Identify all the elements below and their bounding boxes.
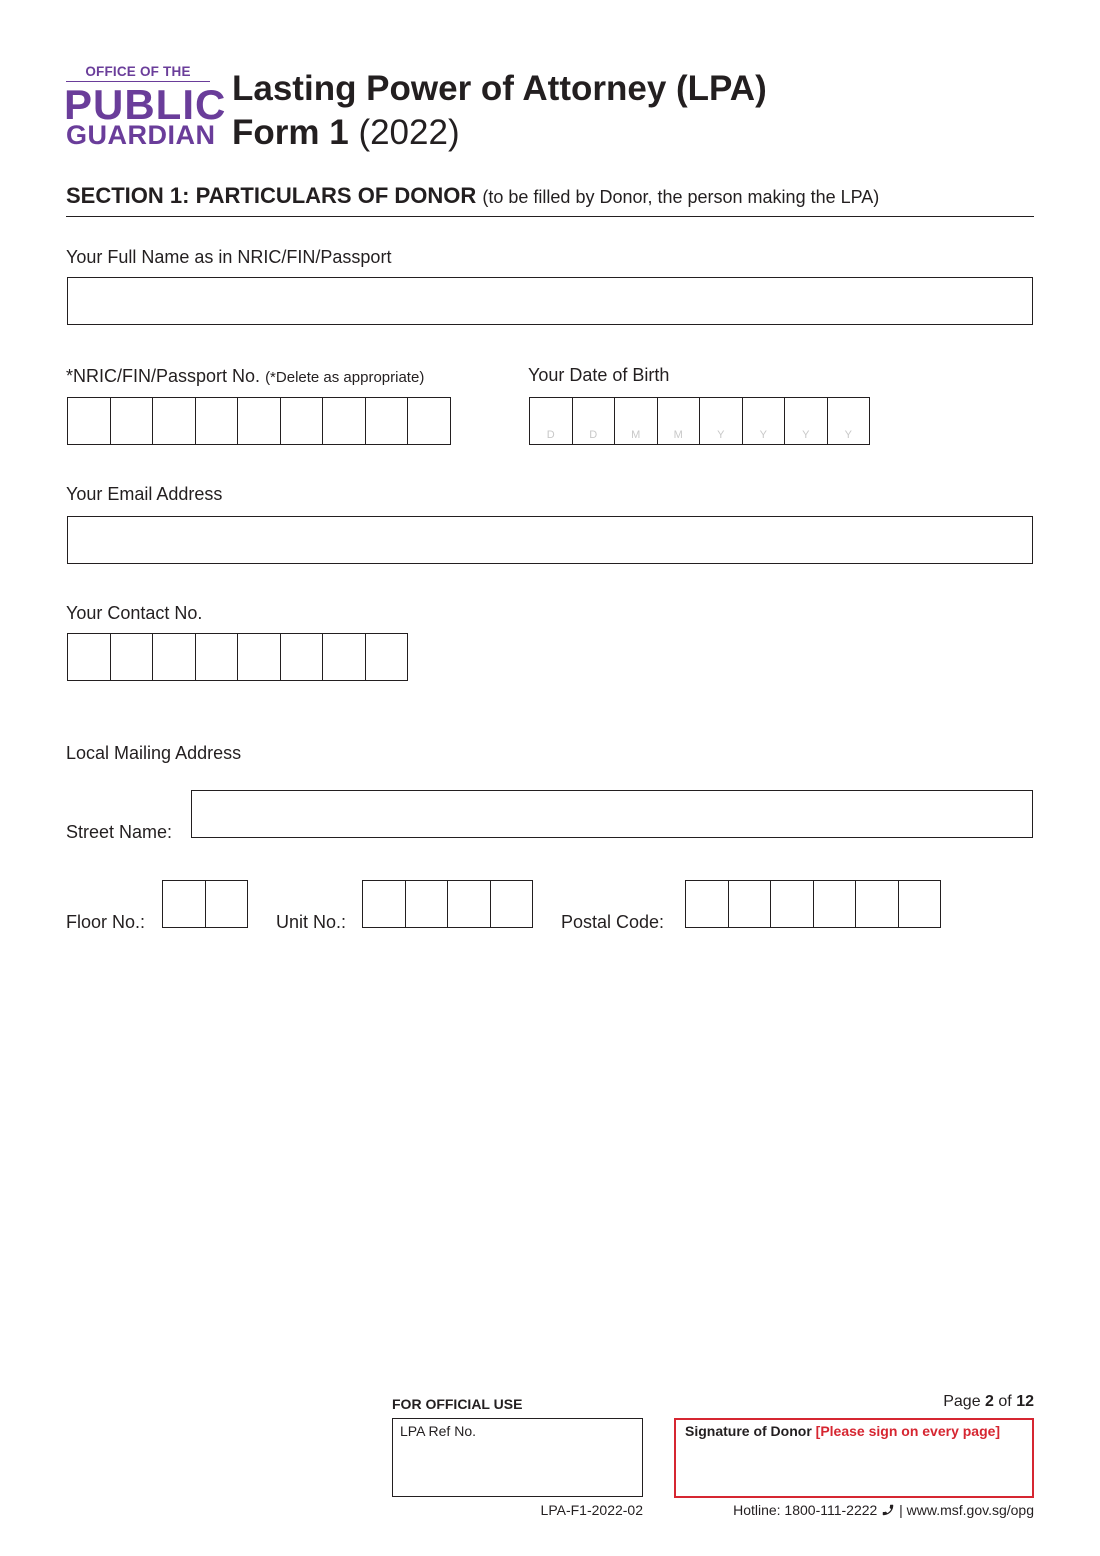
contact-box[interactable] — [365, 633, 409, 681]
postal-code-box[interactable] — [898, 880, 942, 928]
form-code: LPA-F1-2022-02 — [540, 1502, 643, 1518]
dob-day-box[interactable]: D — [529, 397, 573, 445]
unit-no-boxes — [362, 880, 533, 928]
logo-office-of-the: OFFICE OF THE — [85, 64, 191, 79]
nric-boxes — [67, 397, 451, 445]
official-use-heading: FOR OFFICIAL USE — [392, 1396, 523, 1412]
page-of: of — [998, 1393, 1012, 1410]
contact-box[interactable] — [322, 633, 366, 681]
email-field[interactable] — [67, 516, 1033, 564]
unit-no-label: Unit No.: — [276, 912, 347, 932]
section-heading — [66, 182, 879, 211]
dob-label: Your Date of Birth — [528, 365, 670, 385]
hotline-info — [700, 1502, 1034, 1518]
nric-label-text: *NRIC/FIN/Passport No. — [66, 366, 261, 386]
form-title: Lasting Power of Attorney (LPA) — [232, 69, 767, 108]
form-subtitle — [232, 112, 460, 154]
page-number — [900, 1393, 1034, 1411]
dob-year-box[interactable]: Y — [699, 397, 743, 445]
dob-month-box[interactable]: M — [657, 397, 701, 445]
unit-no-box[interactable] — [447, 880, 491, 928]
nric-box[interactable] — [237, 397, 281, 445]
contact-boxes — [67, 633, 408, 681]
nric-box[interactable] — [152, 397, 196, 445]
postal-code-box[interactable] — [770, 880, 814, 928]
contact-label: Your Contact No. — [66, 603, 203, 623]
donor-signature-label — [685, 1423, 1000, 1439]
dob-year-box[interactable]: Y — [827, 397, 871, 445]
unit-no-box[interactable] — [490, 880, 534, 928]
contact-box[interactable] — [280, 633, 324, 681]
nric-note: (*Delete as appropriate) — [265, 369, 425, 386]
hotline-number: Hotline: 1800-111-2222 — [733, 1502, 878, 1518]
nric-box[interactable] — [110, 397, 154, 445]
section-title: SECTION 1: PARTICULARS OF DONOR — [66, 183, 477, 208]
postal-code-box[interactable] — [813, 880, 857, 928]
postal-code-box[interactable] — [855, 880, 899, 928]
unit-no-box[interactable] — [362, 880, 406, 928]
contact-box[interactable] — [110, 633, 154, 681]
lpa-ref-label: LPA Ref No. — [400, 1423, 477, 1439]
dob-month-box[interactable]: M — [614, 397, 658, 445]
signature-label: Signature of Donor — [685, 1423, 812, 1439]
floor-no-box[interactable] — [205, 880, 249, 928]
phone-icon — [881, 1503, 895, 1517]
website: | www.msf.gov.sg/opg — [899, 1502, 1034, 1518]
full-name-label: Your Full Name as in NRIC/FIN/Passport — [66, 247, 392, 267]
logo-guardian: GUARDIAN — [66, 120, 216, 150]
form-year: (2022) — [358, 113, 460, 152]
street-name-field[interactable] — [191, 790, 1033, 838]
nric-box[interactable] — [280, 397, 324, 445]
contact-box[interactable] — [152, 633, 196, 681]
floor-no-boxes — [162, 880, 248, 928]
contact-box[interactable] — [67, 633, 111, 681]
postal-code-boxes — [685, 880, 941, 928]
dob-year-box[interactable]: Y — [742, 397, 786, 445]
section-divider — [66, 216, 1034, 217]
page-total: 12 — [1016, 1393, 1034, 1410]
dob-year-box[interactable]: Y — [784, 397, 828, 445]
postal-code-label: Postal Code: — [561, 912, 665, 932]
form-number: Form 1 — [232, 113, 349, 152]
section-note: (to be filled by Donor, the person making the LPA) — [482, 187, 880, 207]
nric-box[interactable] — [67, 397, 111, 445]
logo-public: PUBLIC — [64, 81, 227, 128]
nric-box[interactable] — [322, 397, 366, 445]
nric-label — [66, 365, 424, 389]
postal-code-box[interactable] — [685, 880, 729, 928]
contact-box[interactable] — [237, 633, 281, 681]
dob-day-box[interactable]: D — [572, 397, 616, 445]
floor-no-box[interactable] — [162, 880, 206, 928]
signature-note: [Please sign on every page] — [815, 1423, 1001, 1439]
full-name-field[interactable] — [67, 277, 1033, 325]
contact-box[interactable] — [195, 633, 239, 681]
nric-box[interactable] — [195, 397, 239, 445]
postal-code-box[interactable] — [728, 880, 772, 928]
page-current: 2 — [985, 1393, 994, 1410]
unit-no-box[interactable] — [405, 880, 449, 928]
floor-no-label: Floor No.: — [66, 912, 146, 932]
street-name-label: Street Name: — [66, 822, 173, 842]
mailing-address-label: Local Mailing Address — [66, 743, 242, 763]
nric-box[interactable] — [365, 397, 409, 445]
page-prefix: Page — [943, 1393, 981, 1410]
nric-box[interactable] — [407, 397, 451, 445]
email-label: Your Email Address — [66, 484, 223, 504]
dob-boxes — [529, 397, 870, 445]
